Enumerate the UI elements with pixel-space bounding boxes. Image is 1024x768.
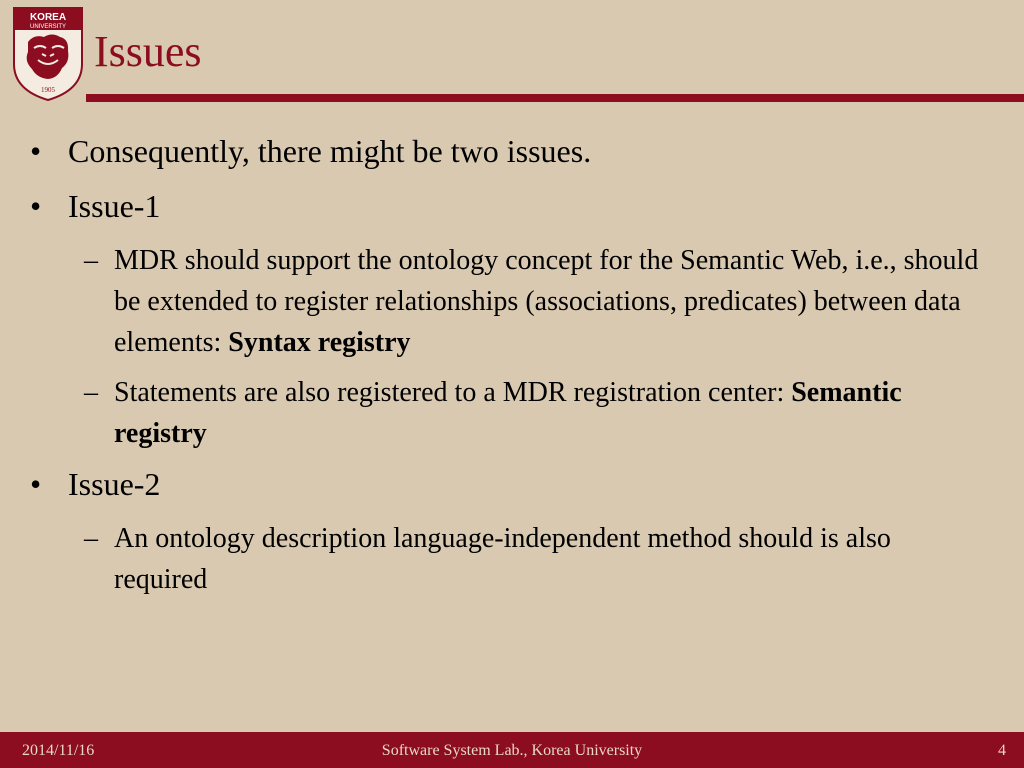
bullet-icon: • <box>30 133 42 169</box>
footer-date: 2014/11/16 <box>22 742 95 759</box>
title-divider <box>86 94 1024 102</box>
sub-bullet-text: MDR should support the ontology concept for the Semantic Web, i.e., should be extended to register relationships (associations, predicates) between data elements: <box>114 245 979 358</box>
korea-university-logo <box>12 6 84 102</box>
dash-icon: – <box>84 377 98 408</box>
bullet-text: Consequently, there might be two issues. <box>68 133 592 169</box>
bullet-icon: • <box>30 188 42 224</box>
bullet-item <box>0 185 1024 227</box>
bullet-item <box>0 463 1024 505</box>
sub-bullet-bold-text: Syntax registry <box>228 327 411 358</box>
slide-title: Issues <box>94 27 202 76</box>
bullet-text: Issue-2 <box>68 466 161 502</box>
sub-bullet-text: An ontology description language-independent method should is also required <box>114 523 891 595</box>
slide-content <box>0 130 1024 609</box>
svg-text:UNIVERSITY: UNIVERSITY <box>29 24 67 30</box>
sub-bullet-item <box>0 240 1024 363</box>
footer-organization: Software System Lab., Korea University <box>381 742 643 759</box>
bullet-text: Issue-1 <box>68 188 161 224</box>
dash-icon: – <box>84 245 98 276</box>
bullet-icon: • <box>30 466 42 502</box>
svg-text:KOREA: KOREA <box>29 12 67 23</box>
svg-text:1905: 1905 <box>41 86 55 94</box>
sub-bullet-text: Statements are also registered to a MDR registration center: <box>114 377 792 408</box>
sub-bullet-item <box>0 372 1024 454</box>
sub-bullet-bold-text: Semantic registry <box>114 377 902 449</box>
sub-bullet-item <box>0 518 1024 600</box>
dash-icon: – <box>84 523 98 554</box>
page-number: 4 <box>998 742 1006 759</box>
slide-footer <box>0 732 1024 768</box>
bullet-item <box>0 130 1024 172</box>
